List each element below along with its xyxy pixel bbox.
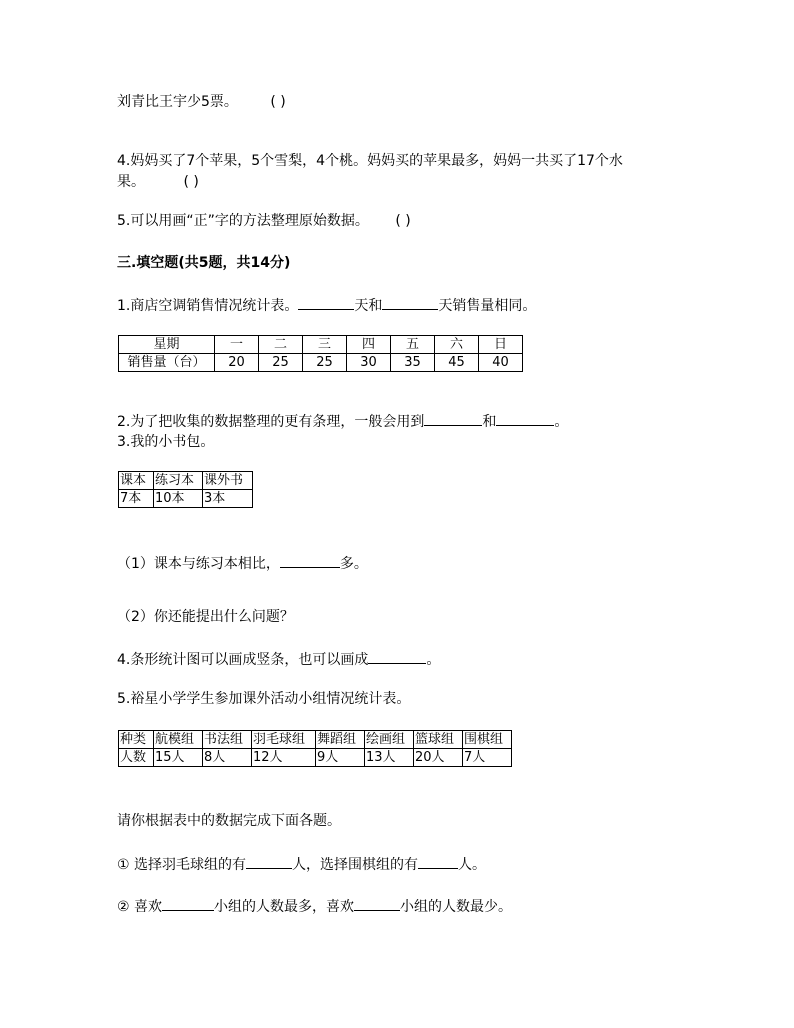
fill4-blank[interactable] xyxy=(368,649,426,664)
table-cell: 篮球组 xyxy=(414,731,463,749)
table-cell: 20人 xyxy=(414,749,463,767)
fill5-instruction: 请你根据表中的数据完成下面各题。 xyxy=(117,813,341,829)
table-cell: 星期 xyxy=(119,336,215,354)
q4-answer-paren[interactable]: ( ) xyxy=(183,174,199,190)
table-cell: 9人 xyxy=(316,749,365,767)
table-cell: 四 xyxy=(347,336,391,354)
table-cell: 13人 xyxy=(365,749,414,767)
table-cell: 7本 xyxy=(119,490,154,508)
table-cell: 围棋组 xyxy=(463,731,512,749)
table-cell: 35 xyxy=(391,354,435,372)
table-cell: 25 xyxy=(259,354,303,372)
q3-text: 刘青比王宇少5票。 xyxy=(117,94,238,110)
table-cell: 六 xyxy=(435,336,479,354)
fill5-sub2-blank-1[interactable] xyxy=(162,896,214,911)
q4-text-end: 果。 xyxy=(117,174,145,190)
q3-continuation xyxy=(117,93,286,111)
table-cell: 40 xyxy=(479,354,523,372)
table-cell: 日 xyxy=(479,336,523,354)
fill1-text-c: 天销售量相同。 xyxy=(438,298,537,314)
table-cell: 练习本 xyxy=(154,472,203,490)
table-row xyxy=(119,336,523,354)
fill1-question xyxy=(117,295,536,315)
fill5-sub2-text-b: 小组的人数最多，喜欢 xyxy=(214,899,355,915)
fill3-question: 3.我的小书包。 xyxy=(117,434,215,450)
table-cell: 航模组 xyxy=(154,731,203,749)
table-cell: 羽毛球组 xyxy=(252,731,316,749)
fill1-blank-1[interactable] xyxy=(298,295,354,310)
q5-answer-paren[interactable]: ( ) xyxy=(395,213,411,229)
fill5-sub1-text-c: 人。 xyxy=(458,857,487,873)
fill3-sub2: （2）你还能提出什么问题？ xyxy=(117,609,294,625)
table-cell: 人数 xyxy=(119,749,154,767)
table-cell: 课本 xyxy=(119,472,154,490)
table-cell: 五 xyxy=(391,336,435,354)
table-cell: 一 xyxy=(215,336,259,354)
table-cell: 45 xyxy=(435,354,479,372)
fill4-question xyxy=(117,649,440,669)
fill2-question xyxy=(117,411,568,431)
table-row xyxy=(119,749,512,767)
fill3-sub1-text-b: 多。 xyxy=(339,556,368,572)
table-row xyxy=(119,490,253,508)
table-cell: 书法组 xyxy=(203,731,252,749)
fill4-text-a: 4.条形统计图可以画成竖条，也可以画成 xyxy=(117,652,369,668)
activity-table xyxy=(118,730,512,767)
fill2-text-c: 。 xyxy=(554,414,569,430)
table-cell: 15人 xyxy=(154,749,203,767)
fill5-sub1-blank-1[interactable] xyxy=(246,854,292,869)
fill1-blank-2[interactable] xyxy=(382,295,438,310)
table-cell: 8人 xyxy=(203,749,252,767)
fill3-sub1-text-a: （1）课本与练习本相比， xyxy=(117,556,280,572)
table-cell: 绘画组 xyxy=(365,731,414,749)
fill2-text-a: 2.为了把收集的数据整理的更有条理，一般会用到 xyxy=(117,414,425,430)
table-cell: 12人 xyxy=(252,749,316,767)
table-cell: 种类 xyxy=(119,731,154,749)
table-cell: 20 xyxy=(215,354,259,372)
table-cell: 课外书 xyxy=(203,472,253,490)
table-cell: 25 xyxy=(303,354,347,372)
fill2-text-b: 和 xyxy=(482,414,497,430)
fill1-text-a: 1.商店空调销售情况统计表。 xyxy=(117,298,299,314)
fill1-text-b: 天和 xyxy=(354,298,383,314)
q5-line xyxy=(117,212,411,230)
fill5-sub1 xyxy=(117,854,486,874)
fill3-sub1 xyxy=(117,553,368,573)
fill5-sub1-text-b: 人，选择围棋组的有 xyxy=(292,857,419,873)
q4-line1: 4.妈妈买了7个苹果，5个雪梨，4个桃。妈妈买的苹果最多，妈妈一共买了17个水 xyxy=(117,153,623,169)
table-cell: 二 xyxy=(259,336,303,354)
table-cell: 3本 xyxy=(203,490,253,508)
table-cell: 30 xyxy=(347,354,391,372)
fill3-sub1-blank[interactable] xyxy=(280,553,340,568)
fill5-sub1-text-a: ① 选择羽毛球组的有 xyxy=(117,857,247,873)
fill2-blank-2[interactable] xyxy=(496,411,554,426)
fill5-sub2 xyxy=(117,896,512,916)
fill5-sub2-text-c: 小组的人数最少。 xyxy=(400,899,513,915)
q4-line2 xyxy=(117,173,199,191)
fill5-sub2-blank-2[interactable] xyxy=(354,896,400,911)
table-row xyxy=(119,731,512,749)
schoolbag-table xyxy=(118,471,253,508)
table-row xyxy=(119,472,253,490)
table-cell: 10本 xyxy=(154,490,203,508)
section3-title: 三.填空题(共5题，共14分) xyxy=(117,255,291,271)
q5-text: 5.可以用画“正”字的方法整理原始数据。 xyxy=(117,213,369,229)
table-cell: 舞蹈组 xyxy=(316,731,365,749)
table-cell: 三 xyxy=(303,336,347,354)
q3-answer-paren[interactable]: ( ) xyxy=(270,94,286,110)
fill2-blank-1[interactable] xyxy=(424,411,482,426)
table-cell: 销售量（台） xyxy=(119,354,215,372)
fill5-sub2-text-a: ② 喜欢 xyxy=(117,899,163,915)
sales-table xyxy=(118,335,523,372)
table-cell: 7人 xyxy=(463,749,512,767)
fill5-question: 5.裕星小学学生参加课外活动小组情况统计表。 xyxy=(117,691,411,707)
fill4-text-b: 。 xyxy=(426,652,441,668)
fill5-sub1-blank-2[interactable] xyxy=(418,854,458,869)
table-row xyxy=(119,354,523,372)
